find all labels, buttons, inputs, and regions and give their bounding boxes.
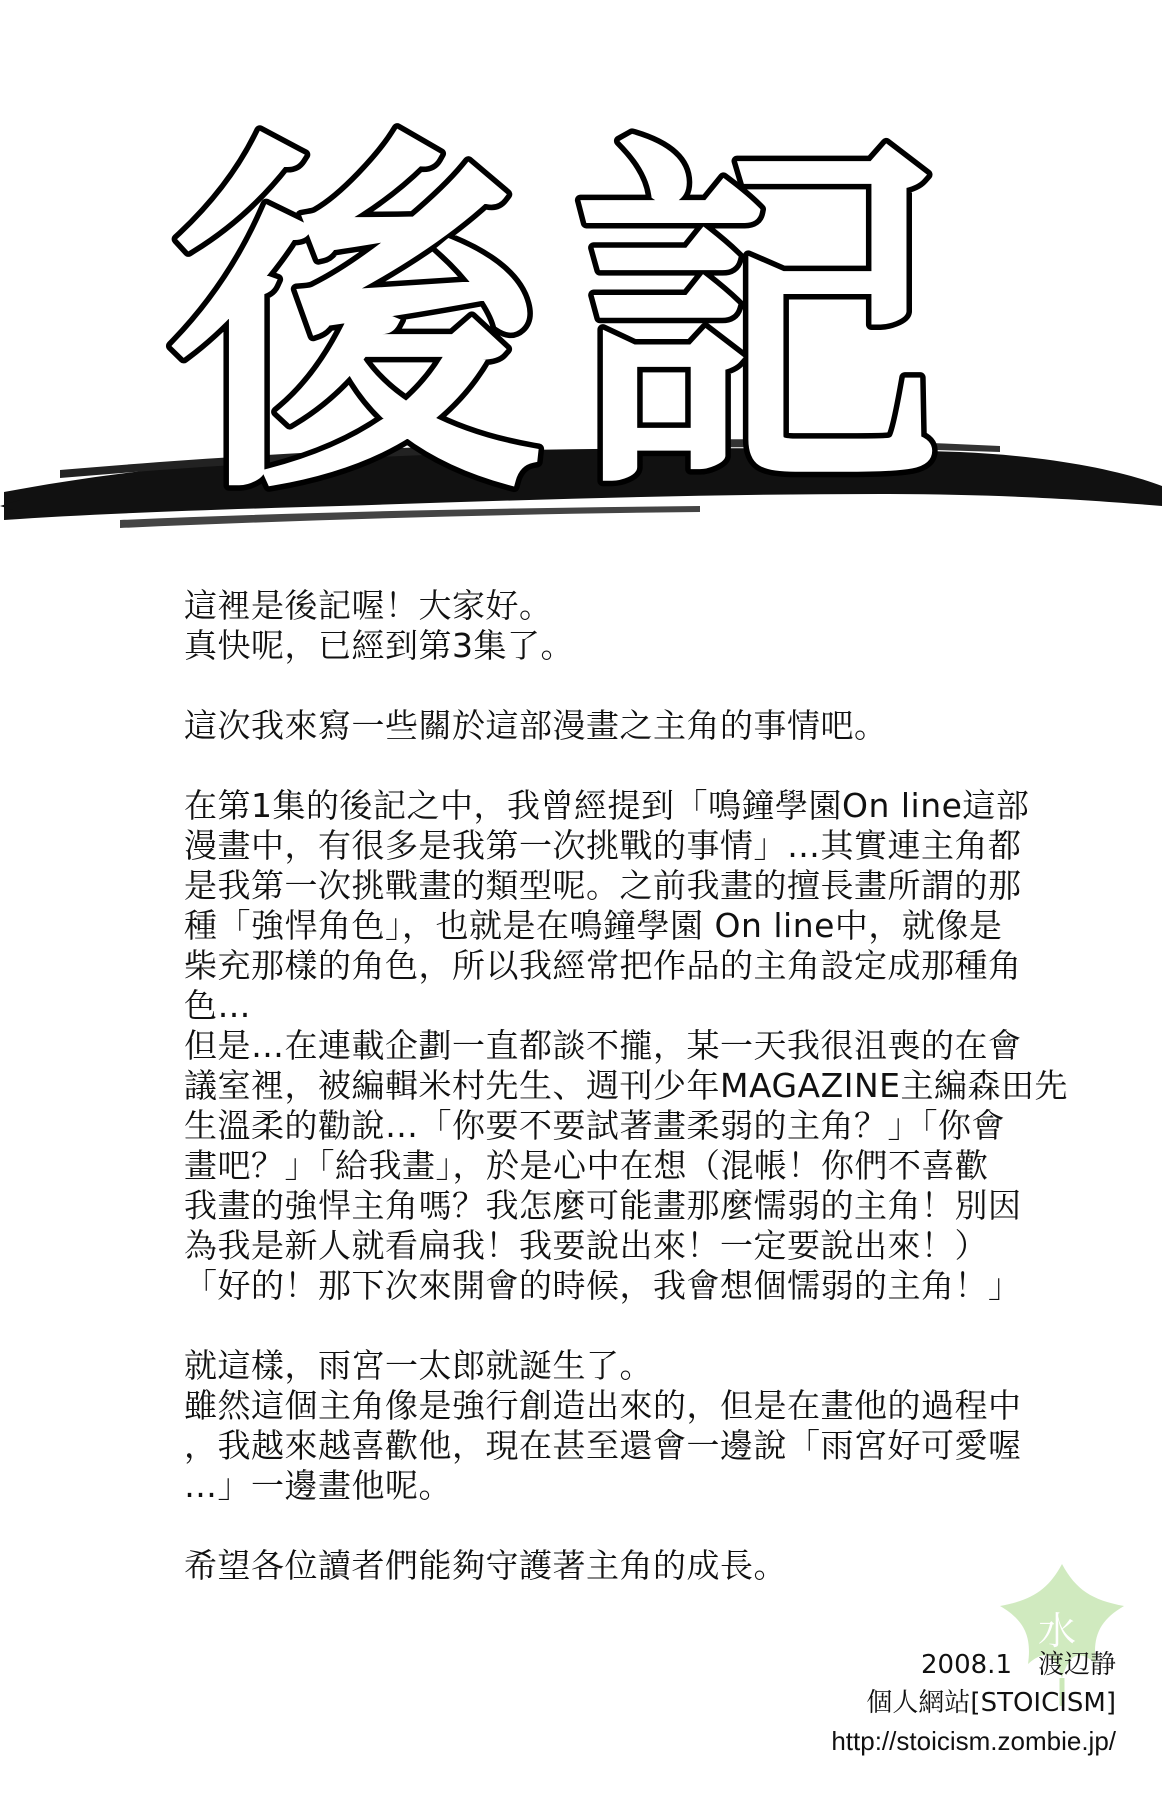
text-line: 畫吧？」「給我畫」，於是心中在想（混帳！你們不喜歡	[184, 1146, 989, 1185]
text-line: ，我越來越喜歡他，現在甚至還會一邊說「雨宮好可愛喔	[184, 1426, 1022, 1465]
text-line: 希望各位讀者們能夠守護著主角的成長。	[184, 1546, 787, 1585]
text-line: 「好的！那下次來開會的時候，我會想個懦弱的主角！」	[184, 1266, 1022, 1305]
site-url: http://stoicism.zombie.jp/	[831, 1726, 1116, 1756]
text-line: 漫畫中，有很多是我第一次挑戰的事情」…其實連主角都	[184, 826, 1022, 865]
text-line: 我畫的強悍主角嗎？我怎麼可能畫那麼懦弱的主角！別因	[184, 1186, 1022, 1225]
watermark-glyph: 水	[1038, 1609, 1077, 1653]
text-line: …」一邊畫他呢。	[184, 1466, 452, 1505]
paragraph-closing	[184, 1546, 1054, 1586]
afterword-body	[184, 586, 1068, 1586]
title-glyph-right: 記	[570, 105, 942, 538]
title-banner	[0, 0, 1164, 560]
text-line: 是我第一次挑戰畫的類型呢。之前我畫的擅長畫所謂的那	[184, 866, 1022, 905]
title-artwork	[0, 0, 1164, 560]
text-line: 但是…在連載企劃一直都談不攏，某一天我很沮喪的在會	[184, 1026, 1022, 1065]
paragraph-story	[184, 786, 1068, 1306]
text-line: 柴充那樣的角色，所以我經常把作品的主角設定成那種角	[184, 946, 1022, 985]
text-line: 種「強悍角色」，也就是在鳴鐘學園 On line中，就像是	[184, 906, 1003, 945]
date-author: 2008.1 渡辺静	[921, 1650, 1116, 1680]
signature-block	[676, 1646, 1116, 1760]
paragraph-topic	[184, 706, 1054, 746]
text-line: 雖然這個主角像是強行創造出來的，但是在畫他的過程中	[184, 1386, 1022, 1425]
text-line: 議室裡，被編輯米村先生、週刊少年MAGAZINE主編森田先	[184, 1066, 1068, 1105]
title-glyph-left: 後	[170, 105, 542, 538]
text-line: 生溫柔的勸說…「你要不要試著畫柔弱的主角？」「你會	[184, 1106, 1005, 1145]
text-line: 這次我來寫一些關於這部漫畫之主角的事情吧。	[184, 706, 888, 745]
text-line: 就這樣，雨宮一太郎就誕生了。	[184, 1346, 653, 1385]
paragraph-greeting	[184, 586, 1054, 666]
text-line: 在第1集的後記之中，我曾經提到「鳴鐘學園On line這部	[184, 786, 1030, 825]
site-name: 個人網站[STOICISM]	[866, 1688, 1116, 1718]
text-line: 為我是新人就看扁我！我要說出來！一定要說出來！）	[184, 1226, 988, 1265]
paragraph-birth	[184, 1346, 1054, 1506]
text-line: 色…	[184, 986, 251, 1025]
text-line: 真快呢，已經到第3集了。	[184, 626, 574, 665]
text-line: 這裡是後記喔！大家好。	[184, 586, 553, 625]
